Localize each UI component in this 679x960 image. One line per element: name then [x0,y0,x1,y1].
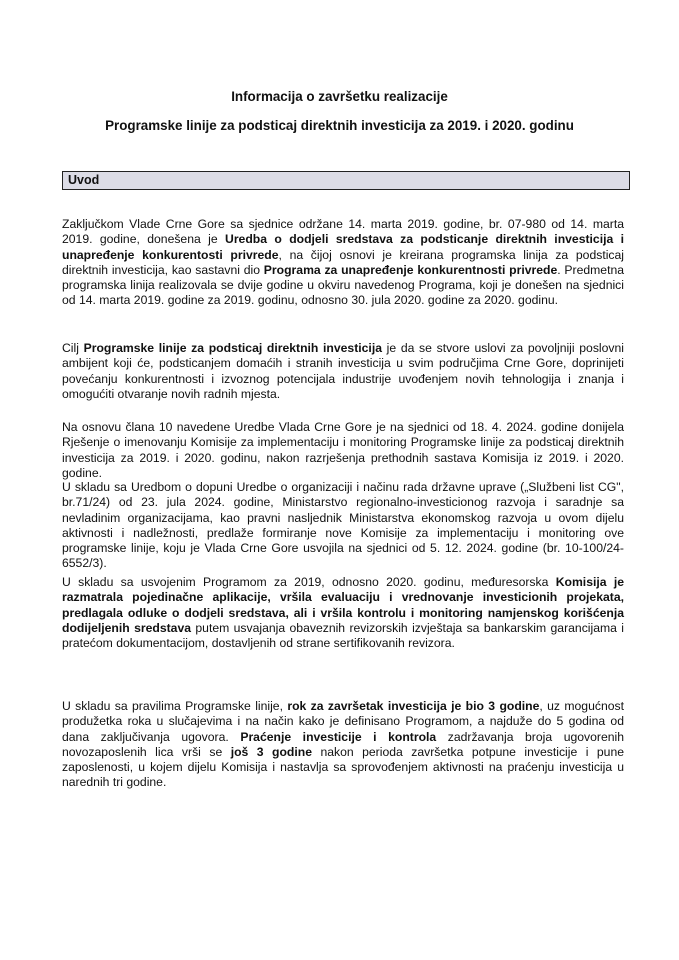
text-run: U skladu sa Uredbom o dopuni Uredbe o organizaciji i načinu rada državne uprave („Službeni list CG", br.71/24) od 23. jula 2024. godine, Ministarstvo regionalno-investicionog razvoja i saradnje sa nevladinim organizacijama, kao pravni nasljednik Ministarstva ekonomskog razvoja u ovom dijelu aktivnosti i nadležnosti, predlaže formiranje nove Komisije za implementaciju i monitoring ove programske linije, koju je Vlada Crne Gore usvojila na sjednici od 5. 12. 2024. godine (br. 10-100/24-6552/3). [62,480,624,571]
bold-text: Komisija je razmatrala pojedinačne aplikacije, vršila evaluaciju i vrednovanje investicionih projekata, predlagala odluke o dodjeli sredstava, ali i vršila kontrolu i monitoring namjenskog korišćenja dodijeljenih sredstava [62,575,624,635]
text-run: nakon perioda završetka potpune investicije i pune zaposlenosti, u kojem dijelu Komisija i nastavlja sa sprovođenjem aktivnosti na praćenju investicija u narednih tri godine. [62,744,624,790]
bold-text: Programa za unapređenje konkurentnosti privrede [263,262,558,277]
text-run: Zaključkom Vlade Crne Gore sa sjednice održane 14. marta 2019. godine, br. 07-980 od 14. marta 2019. godine, donešena je [62,217,624,247]
text-run: zadržavanja broja ugovorenih novozaposlenih lica vrši se [62,729,624,759]
text-run: je da se stvore uslovi za povoljniji poslovni ambijent koji će, podsticanjem domaćih i stranih investicija u svim područjima Crne Gore, doprinijeti povećanju konkurentnosti i izvoznog potencijala industrije uvođenjem novih tehnologija i znanja i omogućiti otvaranje novih radnih mjesta. [62,341,624,401]
section-heading: Uvod [68,173,100,187]
paragraph-rules [62,699,624,791]
text-run: , uz mogućnost produžetka roka u slučajevima i na način kako je definisano Programom, a najduže do 5 godina od dana zaključivanja ugovora. [62,699,624,744]
paragraph-intro [62,217,624,309]
paragraph-goal [62,341,624,402]
paragraph-commission [62,420,624,481]
text-run: U skladu sa pravilima Programske linije, [62,699,288,713]
text-run: Na osnovu člana 10 navedene Uredbe Vlada Crne Gore je na sjednici od 18. 4. 2024. godine donijela Rješenje o imenovanju Komisije za implementaciju i monitoring Programske linije za podsticaj direktnih investicija za 2019. i 2020. godinu, nakon razrješenja prethodnih sastava Komisija iz 2019. i 2020. godine. [62,420,624,480]
bold-text: Praćenje investicije i kontrola [240,729,437,744]
document-title: Informacija o završetku realizacije [231,89,448,104]
bold-text: Programske linije za podsticaj direktnih investicija [83,341,382,355]
bold-text: Uredba o dodjeli sredstava za podsticanje direktnih investicija i unapređenje konkurentosti privrede [62,232,625,262]
text-run: putem usvajanja obaveznih revizorskih izvještaja sa bankarskim garancijama i pratećom dokumentacijom, dostavljenih od strane sertifikovanih revizora. [62,620,624,651]
bold-text: rok za završetak investicija je bio 3 godine [287,699,540,713]
paragraph-regulation [62,480,624,572]
text-run: Cilj [62,341,84,355]
text-run: U skladu sa usvojenim Programom za 2019, odnosno 2020. godinu, međuresorska [62,575,556,589]
text-run: . Predmetna programska linija realizovala se dvije godine u okviru navedenog Programa, koji je donešen na sjednici od 14. marta 2019. godine za 2019. godinu, odnosno 30. jula 2020. godine za 2020. godinu. [62,262,625,308]
section-heading-bar [62,171,630,190]
document-subtitle: Programske linije za podsticaj direktnih investicija za 2019. i 2020. godinu [105,118,574,133]
paragraph-program [62,575,624,651]
text-run: , na čijoj osnovi je kreirana programska linija za podsticaj direktnih investicija, kao sastavni dio [62,247,624,277]
bold-text: još 3 godine [230,744,312,759]
